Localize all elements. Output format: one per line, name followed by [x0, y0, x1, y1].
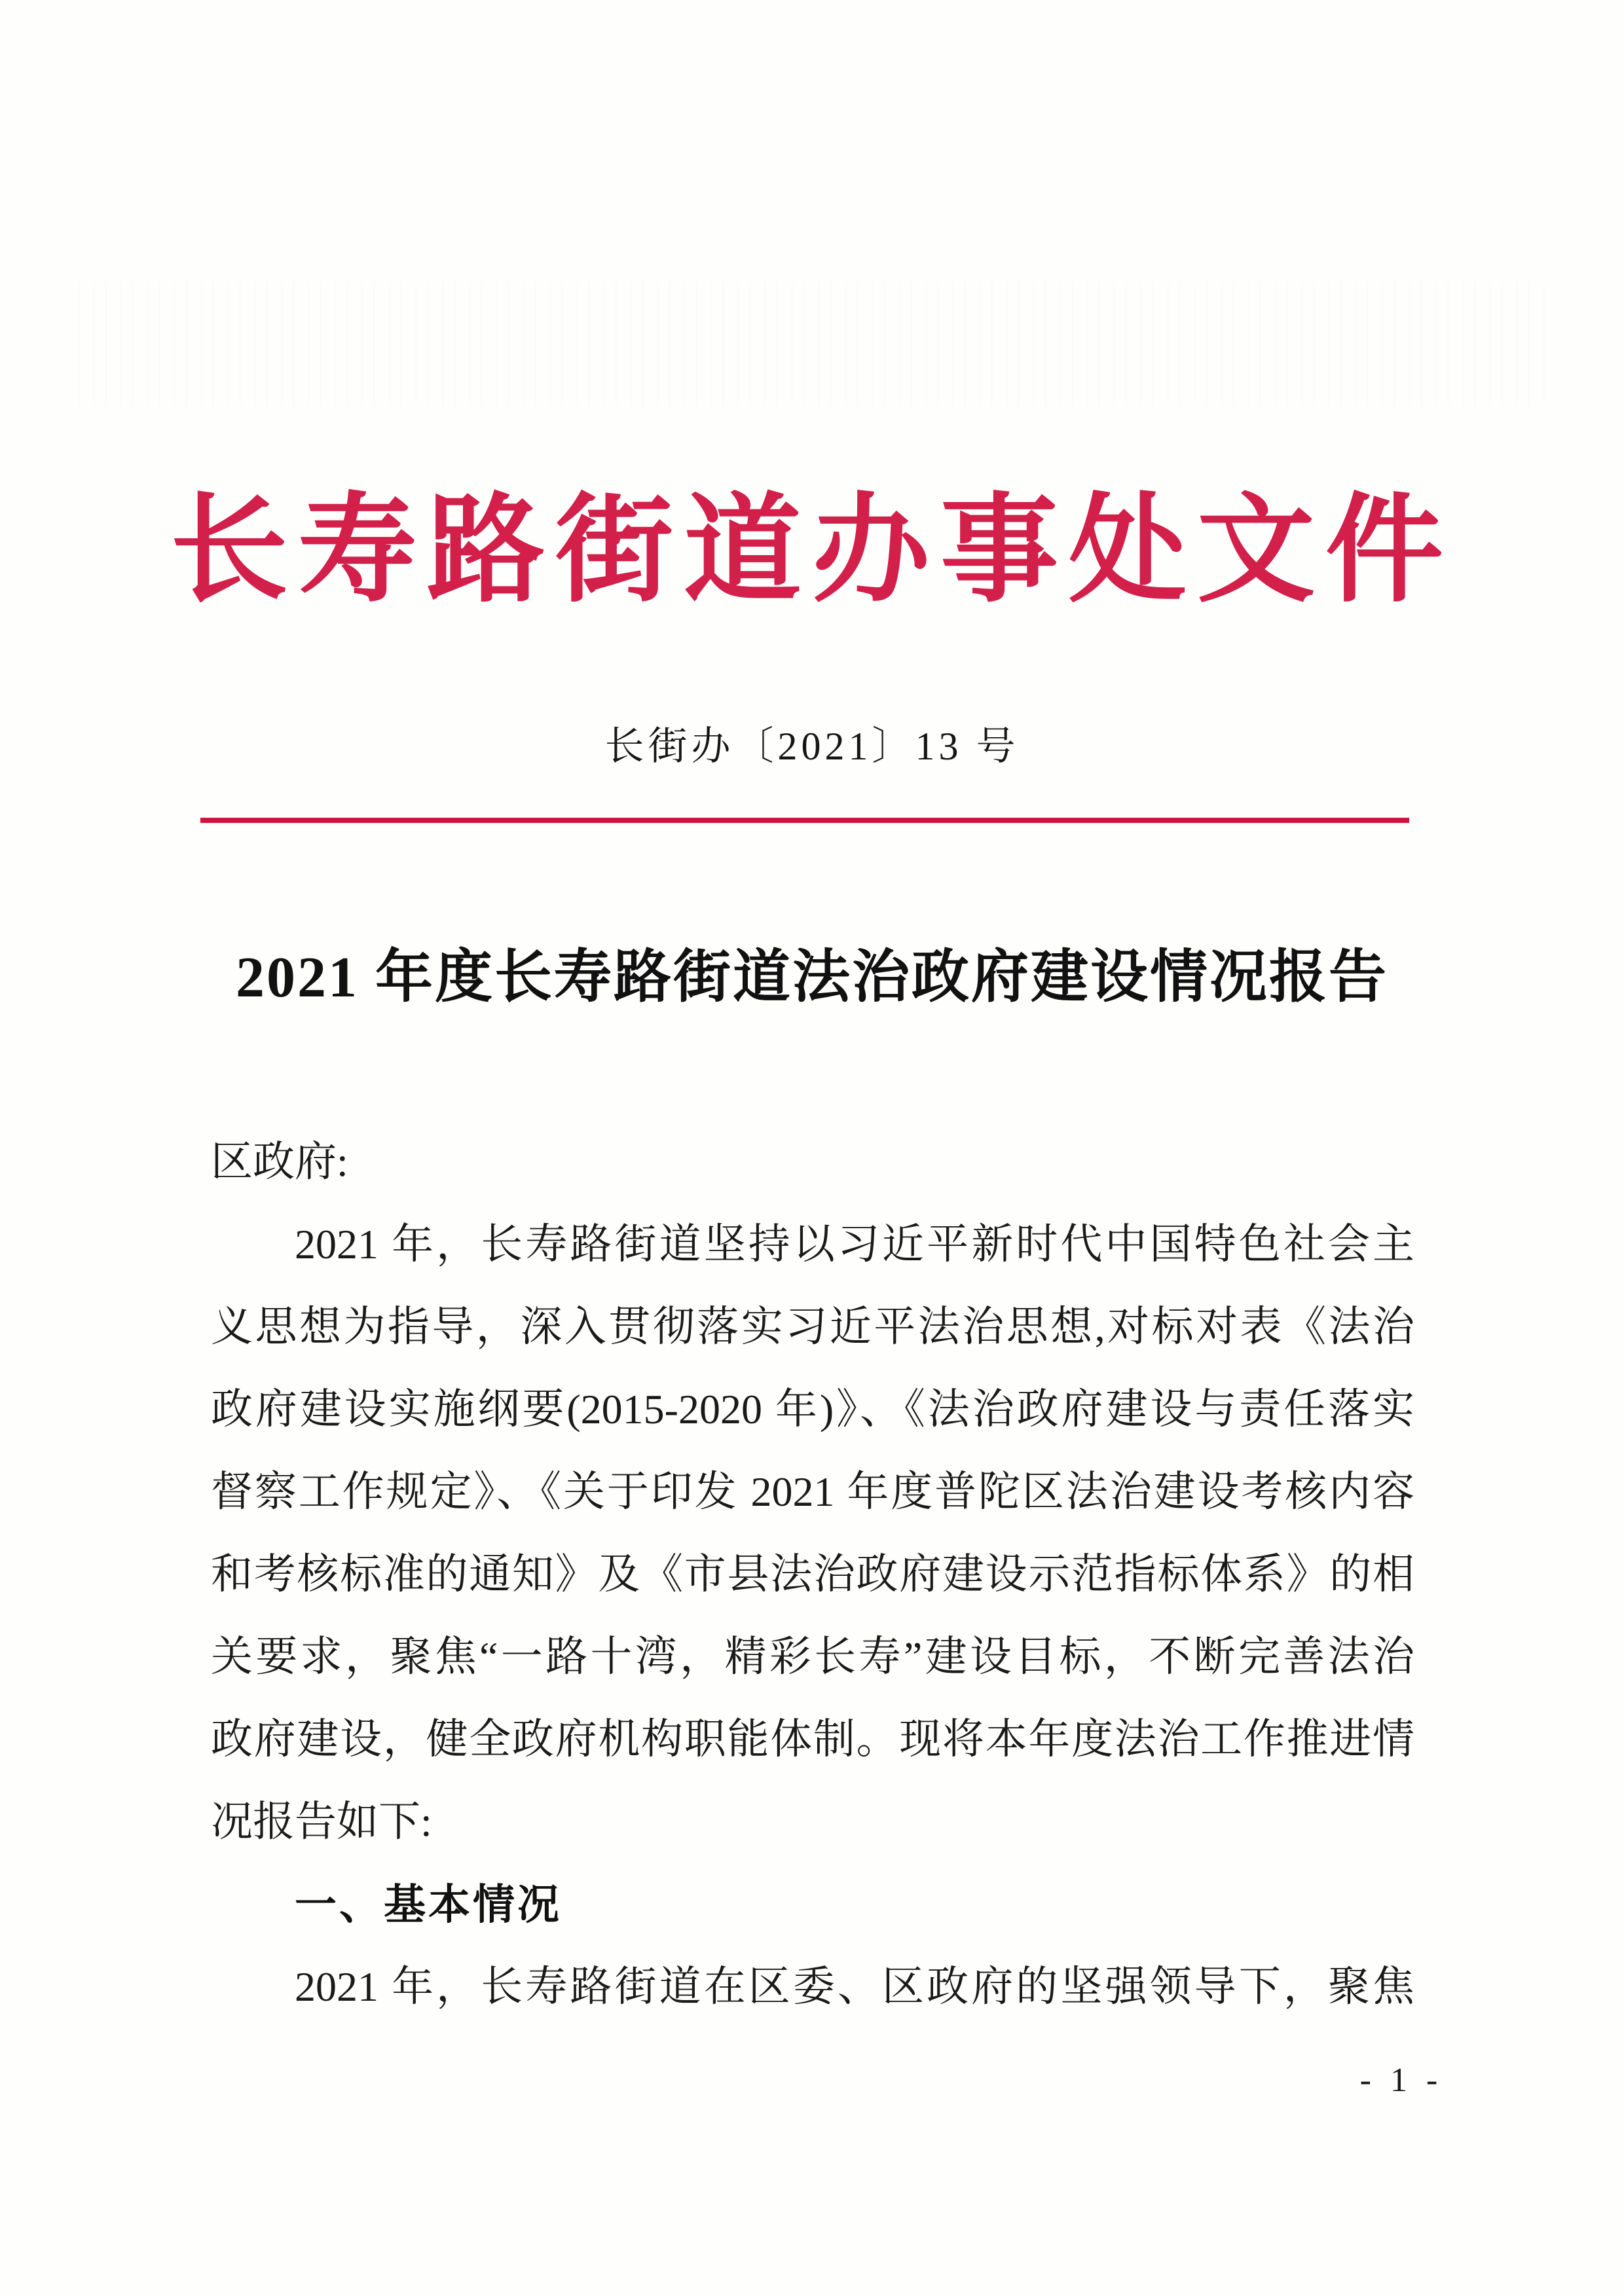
body-line: 和考核标准的通知》及《市县法治政府建设示范指标体系》的相	[211, 1551, 1414, 1597]
salutation-line: 区政府:	[211, 1139, 348, 1185]
section-heading: 一、基本情况	[295, 1881, 562, 1928]
body-line: 政府建设实施纲要(2015-2020 年)》、《法治政府建设与责任落实	[211, 1386, 1414, 1432]
body-line: 2021 年，长寿路街道坚持以习近平新时代中国特色社会主	[295, 1221, 1414, 1267]
page-number: - 1 -	[1359, 2062, 1443, 2099]
letterhead-title: 长寿路街道办事处文件	[170, 486, 1454, 616]
report-body	[211, 1121, 1414, 2028]
header-divider-line	[200, 818, 1409, 823]
scan-noise-artifact	[79, 282, 1545, 406]
body-line: 2021 年，长寿路街道在区委、区政府的坚强领导下，聚焦	[295, 1963, 1414, 2010]
body-line: 义思想为指导，深入贯彻落实习近平法治思想,对标对表《法治	[211, 1303, 1414, 1350]
body-line: 况报告如下:	[211, 1798, 432, 1845]
report-title: 2021 年度长寿路街道法治政府建设情况报告	[235, 946, 1388, 1010]
document-number: 长街办〔2021〕13 号	[604, 725, 1020, 768]
body-line: 督察工作规定》、《关于印发 2021 年度普陀区法治建设考核内容	[211, 1468, 1414, 1515]
body-line: 政府建设，健全政府机构职能体制。现将本年度法治工作推进情	[211, 1716, 1414, 1762]
body-line: 关要求，聚焦“一路十湾，精彩长寿”建设目标，不断完善法治	[211, 1633, 1414, 1680]
